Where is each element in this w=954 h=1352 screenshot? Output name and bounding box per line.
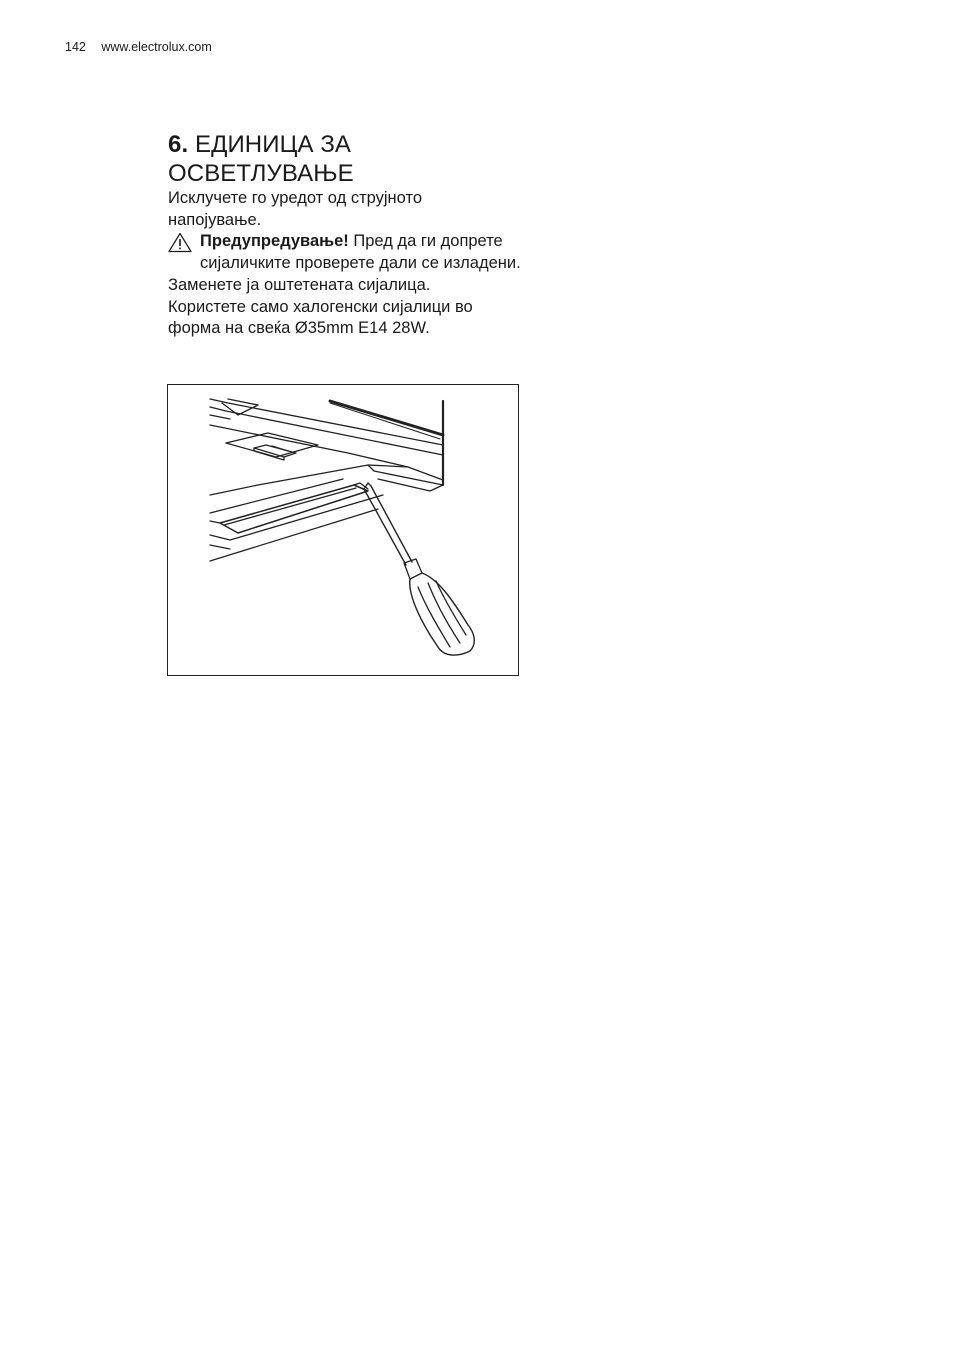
hood-and-screwdriver-drawing <box>168 385 518 675</box>
section-title-line1: ЕДИНИЦА ЗА <box>195 131 352 158</box>
section-title-line2: ОСВЕТЛУВАЊЕ <box>168 160 354 187</box>
warning-label: Предупредување! <box>200 232 349 251</box>
body-line-1: Заменете ја оштетената сијалица. <box>168 275 431 294</box>
lamp-replacement-illustration <box>167 384 519 676</box>
warning-text: Пред да ги допрете сијаличките проверете дали се изладени. <box>200 232 521 273</box>
intro-text: Исклучете го уредот од струјното напојување. <box>168 189 423 229</box>
section-title <box>168 130 528 188</box>
body-line-2: Користете само халогенски сијалици во форма на свеќа Ø35mm E14 28W. <box>168 297 473 338</box>
page-header <box>65 40 212 54</box>
warning-block <box>168 231 528 274</box>
page-number: 142 <box>65 40 86 54</box>
section-number: 6. <box>168 131 189 158</box>
website-url[interactable]: www.electrolux.com <box>101 40 212 54</box>
warning-triangle-icon <box>168 232 192 253</box>
lighting-section <box>168 130 528 340</box>
